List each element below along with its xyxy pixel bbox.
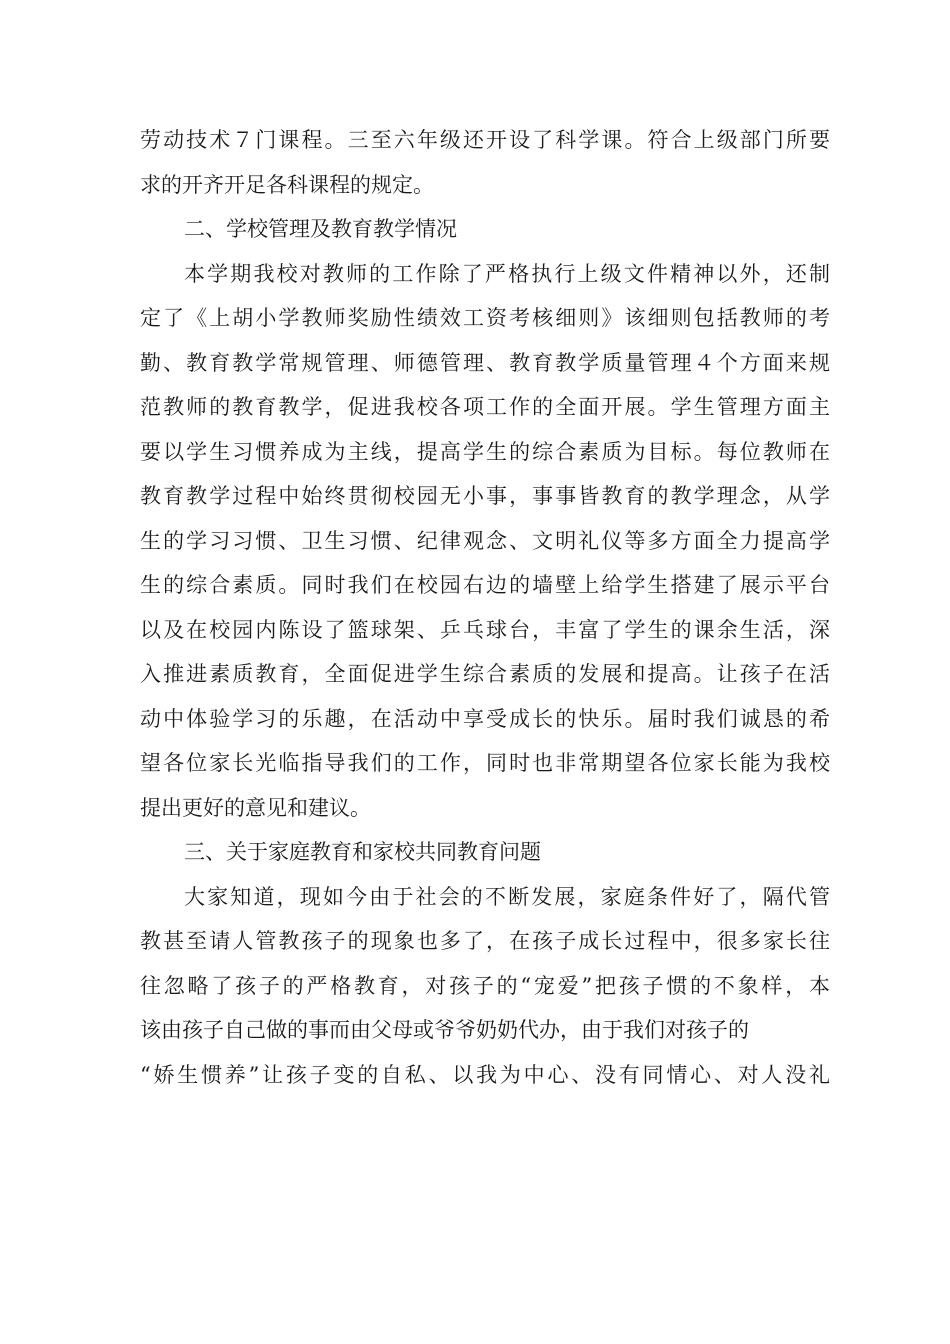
text-line: 教甚至请人管教孩子的现象也多了，在孩子成长过程中，很多家长往 — [140, 929, 830, 953]
text-line: 提出更好的意见和建议。 — [140, 795, 371, 820]
text-line: 望各位家长光临指导我们的工作，同时也非常期望各位家长能为我校 — [140, 751, 830, 775]
text-line: 大家知道，现如今由于社会的不断发展，家庭条件好了，隔代管 — [184, 884, 830, 909]
text-line: 动中体验学习的乐趣，在活动中享受成长的快乐。届时我们诚恳的希 — [140, 706, 830, 731]
text-line: 劳动技术７门课程。三至六年级还开设了科学课。符合上级部门所要 — [140, 128, 830, 152]
text-line: 生的学习习惯、卫生习惯、纪律观念、文明礼仪等多方面全力提高学 — [140, 528, 830, 553]
text-line: 二、学校管理及教育教学情况 — [184, 217, 457, 241]
text-line: 求的开齐开足各科课程的规定。 — [140, 172, 434, 197]
text-line: 勤、教育教学常规管理、师德管理、教育教学质量管理４个方面来规 — [140, 350, 830, 375]
document-body — [140, 118, 830, 1097]
text-line: 要以学生习惯养成为主线，提高学生的综合素质为目标。每位教师在 — [140, 439, 830, 464]
text-line: “娇生惯养”让孩子变的自私、以我为中心、没有同情心、对人没礼 — [140, 1062, 830, 1087]
text-line: 往忽略了孩子的严格教育，对孩子的“宠爱”把孩子惯的不象样，本 — [140, 973, 830, 998]
text-line: 本学期我校对教师的工作除了严格执行上级文件精神以外，还制 — [184, 261, 830, 286]
text-line: 以及在校园内陈设了篮球架、乒乓球台，丰富了学生的课余生活，深 — [140, 617, 830, 642]
text-line: 该由孩子自己做的事而由父母或爷爷奶奶代办，由于我们对孩子的 — [140, 1018, 749, 1042]
text-line: 范教师的教育教学，促进我校各项工作的全面开展。学生管理方面主 — [140, 395, 830, 419]
text-line: 三、关于家庭教育和家校共同教育问题 — [184, 840, 541, 864]
text-line: 生的综合素质。同时我们在校园右边的墙壁上给学生搭建了展示平台 — [140, 573, 830, 597]
text-line: 入推进素质教育，全面促进学生综合素质的发展和提高。让孩子在活 — [140, 662, 830, 686]
text-line: 定了《上胡小学教师奖励性绩效工资考核细则》该细则包括教师的考 — [140, 306, 830, 330]
text-line: 教育教学过程中始终贯彻校园无小事，事事皆教育的教学理念，从学 — [140, 484, 830, 508]
